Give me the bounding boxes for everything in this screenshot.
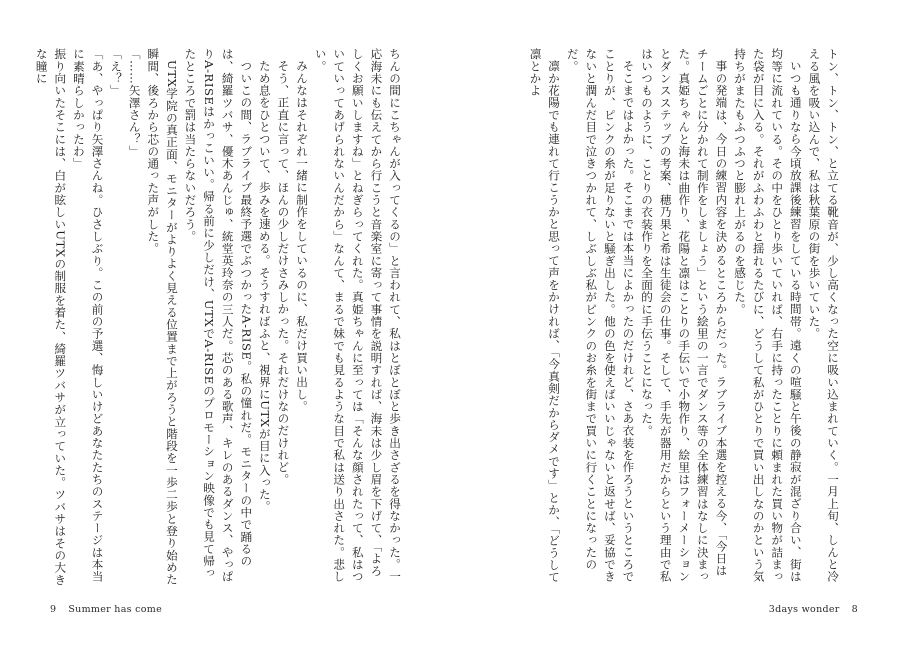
left-page-body [34, 48, 404, 588]
page-number: 8 [851, 604, 858, 615]
right-page-body [507, 48, 842, 588]
dialogue-line: 「……矢澤さん？」 [127, 48, 142, 158]
paragraph: 凛か花陽でも連れて行こうかと思って声をかければ、「今真剣だからダメです」とか、「どうして凛とかよ [528, 48, 562, 583]
paragraph: そこまではよかった。そこまでは本当によかったのだけれど、さあ衣装を作ろうというところでことりが、ピンクの糸が足りないと騒ぎ出した。他の色を使えばいいじゃないと返せば、妥協できないと潤んだ目で泣きつかれて、しぶしぶ私がピンクのお糸を街まで買いに行くことになったのだ。 [565, 48, 636, 583]
page-number: 9 [50, 604, 57, 615]
paragraph: みんなはそれぞれ一緒に制作をしているのに、私だけ買い出し。 [295, 59, 310, 412]
running-head: Summer has come [68, 604, 163, 615]
paragraph: ため息をひとついて、歩みを速める。そうすればふと、視界にUTXが目に入った。 [257, 59, 272, 513]
paragraph: いつも通りなら今頃放課後練習をしている時間帯。遠くの喧騒と午後の静寂が混ざり合い、街は均等に流れている。その中をひとり歩いていれば、右手に持ったことりに頼まれた買い物が詰まった袋が目に入る。それがふわふわと揺れるたびに、どうして私がひとりで買い出しなのかという気持ちがまたもふつふつと膨れ上がるのを感じた。 [733, 48, 803, 583]
paragraph: 事の発端は、今日の練習内容を決めるところからだった。ラブライブ本選を控える今、「今日はチームごとに分かれて制作をしましょう」という絵里の一言でダンス等の全体練習はなしに決まった。真姫ちゃんと海未は曲作り、花陽と凛はことりの手伝いで小物作り、絵里はフォーメーションとダンスステップの考案、穂乃果と希は生徒会の仕事。そして、手先が器用だからという理由で私はいつものように、ことりの衣装作りを全面的に手伝うことになった。 [640, 48, 729, 583]
paragraph: ちんの間にこちゃんが入ってくるの」と言われて、私はとぼとぼと歩き出さざるを得なかった。一応海未にも伝えてから行こうと音楽室に寄って事情を説明すれば、海未は少し眉を下げて、「よろしくお願いしますね」とねぎらってくれた。真姫ちゃんに至っては「そんな顔されたって、私はついていってあげられないんだから」なんて、まるで妹でも見るような目で私は送り出された。悲しい。 [313, 48, 402, 583]
right-page [450, 0, 900, 646]
paragraph: そう、正直に言って、ほんの少しだけさみしかった。それだけなのだけれど。 [276, 59, 291, 485]
right-page-footer [769, 604, 858, 615]
dialogue-line: 「あ、やっぱり矢澤さんね。ひさしぶり。この前の予選、悔しいけどあなたたちのステージは本当に素晴らしかったわ」 [71, 48, 105, 583]
paragraph: トン、トン、トン、と立てる靴音が、少し高くなった空に吸い込まれていく。一月上旬、しんと冷える風を吸い込んで、私は秋葉原の街を歩いていた。 [807, 48, 840, 583]
dialogue-line: 「え？」 [109, 48, 124, 97]
running-head: 3days wonder [768, 604, 840, 615]
paragraph: 振り向いたそこには、白が眩しいUTXの制服を着た、綺羅ツバサが立っていた。ツバサはその大きな瞳に [34, 48, 68, 586]
paragraph: ついこの間、ラブライブ最終予選でぶつかったA-RISE。私の憧れだ。モニターの中で踊るのは、綺羅ツバサ、優木あんじゅ、統堂英玲奈の三人だ。芯のある歌声、キレのあるダンス、やっぱりA-RISEはかっこいい。帰る前に少しだけ、UTXでA-RISEのプロモーション映像でも見て帰ったところで罰は当たらないだろう。 [183, 48, 254, 583]
left-page-footer [50, 604, 162, 615]
paragraph: UTX学院の真正面、モニターがよりよく見える位置まで上がろうと階段を一歩二歩と登り始めた瞬間、後ろから芯の通った声がした。 [146, 48, 179, 586]
